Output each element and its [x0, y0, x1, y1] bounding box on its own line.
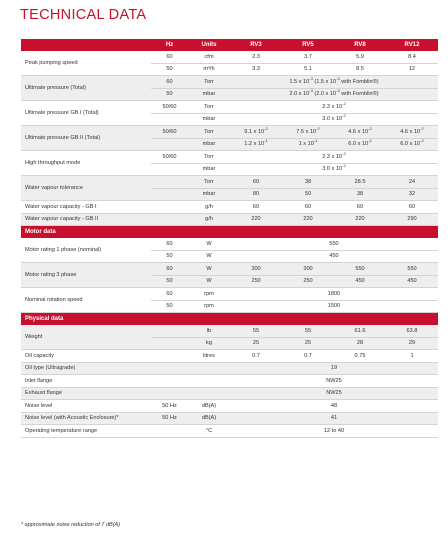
unit-cell: g/h — [188, 201, 230, 214]
page-title: TECHNICAL DATA — [20, 7, 147, 23]
unit-cell: cfm — [188, 51, 230, 63]
table-row — [21, 238, 438, 250]
unit-cell: g/h — [188, 213, 230, 226]
value-cell: 1 x $10^{-1}$ — [282, 138, 334, 151]
unit-cell — [188, 387, 230, 400]
row-label: Noise level (with Acoustic Enclosure)* — [21, 412, 151, 425]
unit-cell — [188, 362, 230, 375]
value-cell: 55 — [230, 325, 282, 337]
value-cell: 38 — [334, 188, 386, 201]
value-cell-span: 1500 — [230, 300, 438, 313]
value-cell: 6.0 x $10^{-2}$ — [334, 138, 386, 151]
value-cell-span: 48 — [230, 400, 438, 413]
row-label: Inlet flange — [21, 375, 151, 388]
table-row — [21, 151, 438, 164]
value-cell-span: NW25 — [230, 387, 438, 400]
row-label: Weight — [21, 325, 151, 350]
unit-cell: litres — [188, 350, 230, 363]
unit-cell: dB(A) — [188, 412, 230, 425]
row-label: Water vapour tolerance — [21, 176, 151, 201]
table-row — [21, 126, 438, 139]
hz-cell — [151, 163, 188, 176]
value-cell: 60 — [386, 201, 438, 214]
value-cell-span: 1.5 x $10^{-3}$ (1.5 x $10^{-3}$ with Fomblin®) — [230, 76, 438, 89]
unit-cell: rpm — [188, 300, 230, 313]
row-label: Peak pumping speed — [21, 51, 151, 76]
header-cell: RV3 — [230, 39, 282, 51]
footnote: * approximate noise reduction of 7 dB(A) — [21, 522, 121, 528]
unit-cell: °C — [188, 425, 230, 438]
row-label: Operating temperature range — [21, 425, 151, 438]
value-cell: 60 — [230, 176, 282, 189]
unit-cell — [188, 375, 230, 388]
row-label: Motor rating 1 phase (nominal) — [21, 238, 151, 263]
value-cell: 1 — [386, 350, 438, 363]
table-row — [21, 400, 438, 413]
table-row — [21, 325, 438, 337]
section-title: Motor data — [21, 226, 438, 239]
value-cell: 9.1 x $10^{-2}$ — [230, 126, 282, 139]
hz-cell — [151, 350, 188, 363]
value-cell: 38 — [282, 176, 334, 189]
value-cell: 61.6 — [334, 325, 386, 337]
value-cell: 28 — [334, 337, 386, 350]
unit-cell: Torr — [188, 76, 230, 89]
unit-cell: lb — [188, 325, 230, 337]
value-cell: 4.6 x $10^{-2}$ — [386, 126, 438, 139]
value-cell: 450 — [386, 275, 438, 288]
hz-cell: 60 — [151, 51, 188, 63]
value-cell: 7.5 x $10^{-2}$ — [282, 126, 334, 139]
value-cell: 24 — [386, 176, 438, 189]
table-row — [21, 387, 438, 400]
row-label: Noise level — [21, 400, 151, 413]
value-cell: 12 — [386, 63, 438, 76]
header-cell: RV12 — [386, 39, 438, 51]
header-row — [21, 39, 438, 51]
row-label: Ultimate pressure GB II (Total) — [21, 126, 151, 151]
hz-cell: 50/60 — [151, 151, 188, 164]
value-cell: 550 — [334, 263, 386, 276]
table-row — [21, 176, 438, 189]
value-cell-span: 450 — [230, 250, 438, 263]
hz-cell: 50 — [151, 275, 188, 288]
hz-cell: 60 — [151, 238, 188, 250]
unit-cell: mbar — [188, 188, 230, 201]
row-label: Oil capacity — [21, 350, 151, 363]
hz-cell — [151, 362, 188, 375]
table-row — [21, 362, 438, 375]
row-label: Water vapour capacity - GB I — [21, 201, 151, 214]
hz-cell: 50 — [151, 63, 188, 76]
value-cell: 250 — [230, 275, 282, 288]
value-cell-span: 12 to 40 — [230, 425, 438, 438]
value-cell-span: 41 — [230, 412, 438, 425]
row-label: Ultimate pressure GB I (Total) — [21, 101, 151, 126]
section-header — [21, 226, 438, 239]
value-cell: 25 — [282, 337, 334, 350]
section-header — [21, 313, 438, 326]
value-cell-span: NW25 — [230, 375, 438, 388]
value-cell: 300 — [282, 263, 334, 276]
row-label: Motor rating 3 phase — [21, 263, 151, 288]
unit-cell: W — [188, 238, 230, 250]
value-cell-span: 1800 — [230, 288, 438, 301]
hz-cell — [151, 337, 188, 350]
unit-cell: mbar — [188, 138, 230, 151]
hz-cell: 50/60 — [151, 126, 188, 139]
unit-cell: Torr — [188, 126, 230, 139]
value-cell: 550 — [386, 263, 438, 276]
hz-cell: 50 — [151, 250, 188, 263]
value-cell: 60 — [282, 201, 334, 214]
unit-cell: rpm — [188, 288, 230, 301]
header-cell: Hz — [151, 39, 188, 51]
header-cell — [21, 39, 151, 51]
header-cell: RV5 — [282, 39, 334, 51]
unit-cell: dB(A) — [188, 400, 230, 413]
hz-cell — [151, 213, 188, 226]
value-cell-span: 3.0 x $10^{-2}$ — [230, 113, 438, 126]
value-cell: 3.7 — [282, 51, 334, 63]
table-row — [21, 263, 438, 276]
value-cell: 29 — [386, 337, 438, 350]
unit-cell: W — [188, 250, 230, 263]
header-cell: Units — [188, 39, 230, 51]
value-cell: 5.9 — [334, 51, 386, 63]
table-row — [21, 51, 438, 63]
value-cell: 2.3 — [230, 51, 282, 63]
table-row — [21, 375, 438, 388]
unit-cell: kg — [188, 337, 230, 350]
value-cell-span: 550 — [230, 238, 438, 250]
value-cell: 220 — [282, 213, 334, 226]
table-row — [21, 213, 438, 226]
hz-cell: 60 — [151, 76, 188, 89]
value-cell: 6.0 x $10^{-2}$ — [386, 138, 438, 151]
unit-cell: W — [188, 263, 230, 276]
row-label: Water vapour capacity - GB II — [21, 213, 151, 226]
value-cell: 0.7 — [282, 350, 334, 363]
value-cell: 0.7 — [230, 350, 282, 363]
table-body — [21, 39, 438, 437]
value-cell: 8.4 — [386, 51, 438, 63]
table-row — [21, 425, 438, 438]
hz-cell — [151, 201, 188, 214]
section-title: Physical data — [21, 313, 438, 326]
hz-cell: 50 Hz — [151, 400, 188, 413]
hz-cell: 50 Hz — [151, 412, 188, 425]
hz-cell — [151, 325, 188, 337]
unit-cell: m³/h — [188, 63, 230, 76]
value-cell: 4.6 x $10^{-2}$ — [334, 126, 386, 139]
unit-cell: W — [188, 275, 230, 288]
unit-cell: mbar — [188, 163, 230, 176]
unit-cell: Torr — [188, 151, 230, 164]
hz-cell: 50 — [151, 300, 188, 313]
table-row — [21, 288, 438, 301]
unit-cell: mbar — [188, 88, 230, 101]
value-cell-span: 2.0 x $10^{-3}$ (2.0 x $10^{-3}$ with Fomblin®) — [230, 88, 438, 101]
hz-cell: 50/60 — [151, 101, 188, 114]
value-cell: 80 — [230, 188, 282, 201]
hz-cell — [151, 188, 188, 201]
hz-cell — [151, 387, 188, 400]
value-cell: 0.75 — [334, 350, 386, 363]
row-label: Exhaust flange — [21, 387, 151, 400]
row-label: Ultimate pressure (Total) — [21, 76, 151, 101]
value-cell-span: 2.3 x $10^{-2}$ — [230, 151, 438, 164]
table-row — [21, 412, 438, 425]
value-cell: 220 — [334, 213, 386, 226]
value-cell: 8.5 — [334, 63, 386, 76]
header-cell: RV8 — [334, 39, 386, 51]
value-cell: 290 — [386, 213, 438, 226]
row-label: Nominal rotation speed — [21, 288, 151, 313]
value-cell: 3.3 — [230, 63, 282, 76]
hz-cell — [151, 138, 188, 151]
table-row — [21, 101, 438, 114]
value-cell: 25 — [230, 337, 282, 350]
hz-cell — [151, 425, 188, 438]
value-cell-span: 3.0 x $10^{-2}$ — [230, 163, 438, 176]
value-cell: 300 — [230, 263, 282, 276]
hz-cell: 60 — [151, 288, 188, 301]
hz-cell — [151, 176, 188, 189]
value-cell-span: 19 — [230, 362, 438, 375]
table-row — [21, 201, 438, 214]
row-label: Oil type (Ultragrade) — [21, 362, 151, 375]
value-cell: 5.1 — [282, 63, 334, 76]
value-cell: 28.5 — [334, 176, 386, 189]
table-row — [21, 350, 438, 363]
value-cell: 450 — [334, 275, 386, 288]
value-cell: 60 — [230, 201, 282, 214]
hz-cell — [151, 375, 188, 388]
value-cell: 63.8 — [386, 325, 438, 337]
unit-cell: mbar — [188, 113, 230, 126]
value-cell: 55 — [282, 325, 334, 337]
table-row — [21, 76, 438, 89]
hz-cell: 50 — [151, 88, 188, 101]
value-cell-span: 2.3 x $10^{-2}$ — [230, 101, 438, 114]
row-label: High throughput mode — [21, 151, 151, 176]
value-cell: 220 — [230, 213, 282, 226]
value-cell: 60 — [334, 201, 386, 214]
value-cell: 50 — [282, 188, 334, 201]
unit-cell: Torr — [188, 176, 230, 189]
technical-data-table — [21, 39, 438, 438]
value-cell: 250 — [282, 275, 334, 288]
value-cell: 1.2 x $10^{-1}$ — [230, 138, 282, 151]
hz-cell — [151, 113, 188, 126]
unit-cell: Torr — [188, 101, 230, 114]
hz-cell: 60 — [151, 263, 188, 276]
value-cell: 32 — [386, 188, 438, 201]
